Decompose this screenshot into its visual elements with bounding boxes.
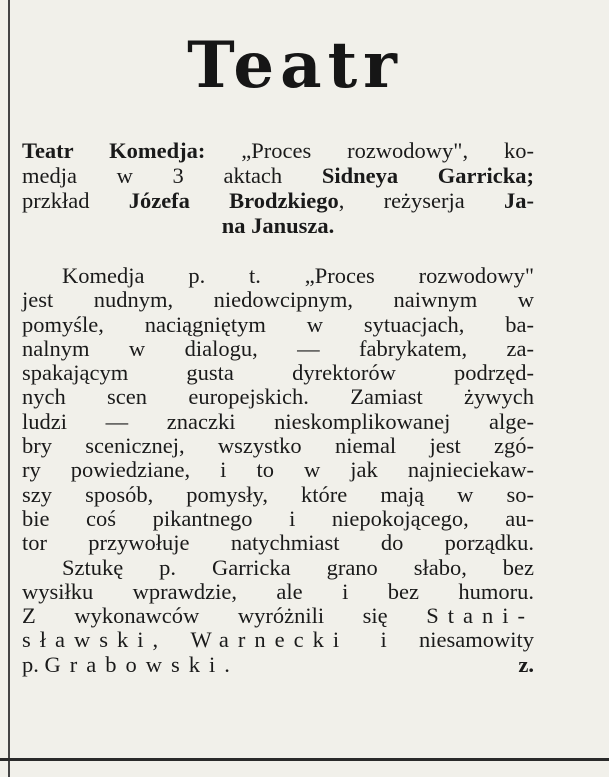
actor-name: Stani- xyxy=(426,603,534,629)
body-line: nalnym w dialogu, — fabrykatem, za- xyxy=(22,335,534,361)
lead-text: , reżyserja xyxy=(338,188,504,213)
lead-line xyxy=(22,138,534,163)
translator-name: Józefa Brodzkiego xyxy=(128,188,339,213)
play-title: „Proces rozwodowy", ko- xyxy=(205,138,534,163)
body-line xyxy=(22,628,534,652)
lead-text: przkład xyxy=(22,188,129,213)
actor-name: Grabowski xyxy=(44,651,225,677)
body-text: p. xyxy=(22,651,45,677)
body-line: ludzi — znaczki nieskomplikowanej alge- xyxy=(22,408,534,434)
author-signature: z. xyxy=(518,651,534,677)
body-line: bie coś pikantnego i niepokojącego, au- xyxy=(22,505,534,531)
actor-name: Warnecki xyxy=(190,627,349,653)
review-lead xyxy=(22,138,534,238)
body-line: bry scenicznej, wszystko niemal jest zgó- xyxy=(22,433,534,459)
theater-name: Teatr Komedja: xyxy=(22,138,206,163)
lead-line xyxy=(22,188,534,213)
body-line: Komedja p. t. „Proces rozwodowy" xyxy=(62,263,534,288)
body-line: tor przywołuje natychmiast do porządku. xyxy=(22,530,534,556)
section-title: Teatr xyxy=(187,28,403,103)
body-line: spakającym gusta dyrektorów podrzęd- xyxy=(22,360,534,386)
actor-name: sławski xyxy=(22,627,153,653)
body-text: , xyxy=(152,627,191,653)
lead-line xyxy=(22,163,534,188)
body-line: nych scen europejskich. Zamiast żywych xyxy=(22,384,534,410)
body-line: ry powiedziane, i to w jak najnieciekaw- xyxy=(22,457,534,483)
bottom-rule xyxy=(0,758,609,761)
body-line: wysiłku wprawdzie, ale i bez humoru. xyxy=(22,578,534,604)
body-line: szy sposób, pomysły, które mają w so- xyxy=(22,481,534,507)
body-line: jest nudnym, niedowcipnym, naiwnym w xyxy=(22,287,534,313)
body-text: Z wykonawców wyróżnili się xyxy=(22,603,427,629)
body-line: Sztukę p. Garricka grano słabo, bez xyxy=(62,554,534,580)
review-body xyxy=(22,264,534,677)
author-name: Sidneya Garricka; xyxy=(321,163,535,188)
lead-text: medja w 3 aktach xyxy=(22,163,322,188)
body-line xyxy=(22,653,534,677)
body-text: . xyxy=(224,651,230,677)
body-text: i niesamowity xyxy=(348,627,535,653)
body-line: pomyśle, naciągniętym w sytuacjach, ba- xyxy=(22,311,534,337)
lead-line: na Janusza. xyxy=(221,213,335,238)
column-rule xyxy=(8,0,10,777)
body-line xyxy=(22,604,534,628)
director-name: Ja- xyxy=(504,188,534,213)
